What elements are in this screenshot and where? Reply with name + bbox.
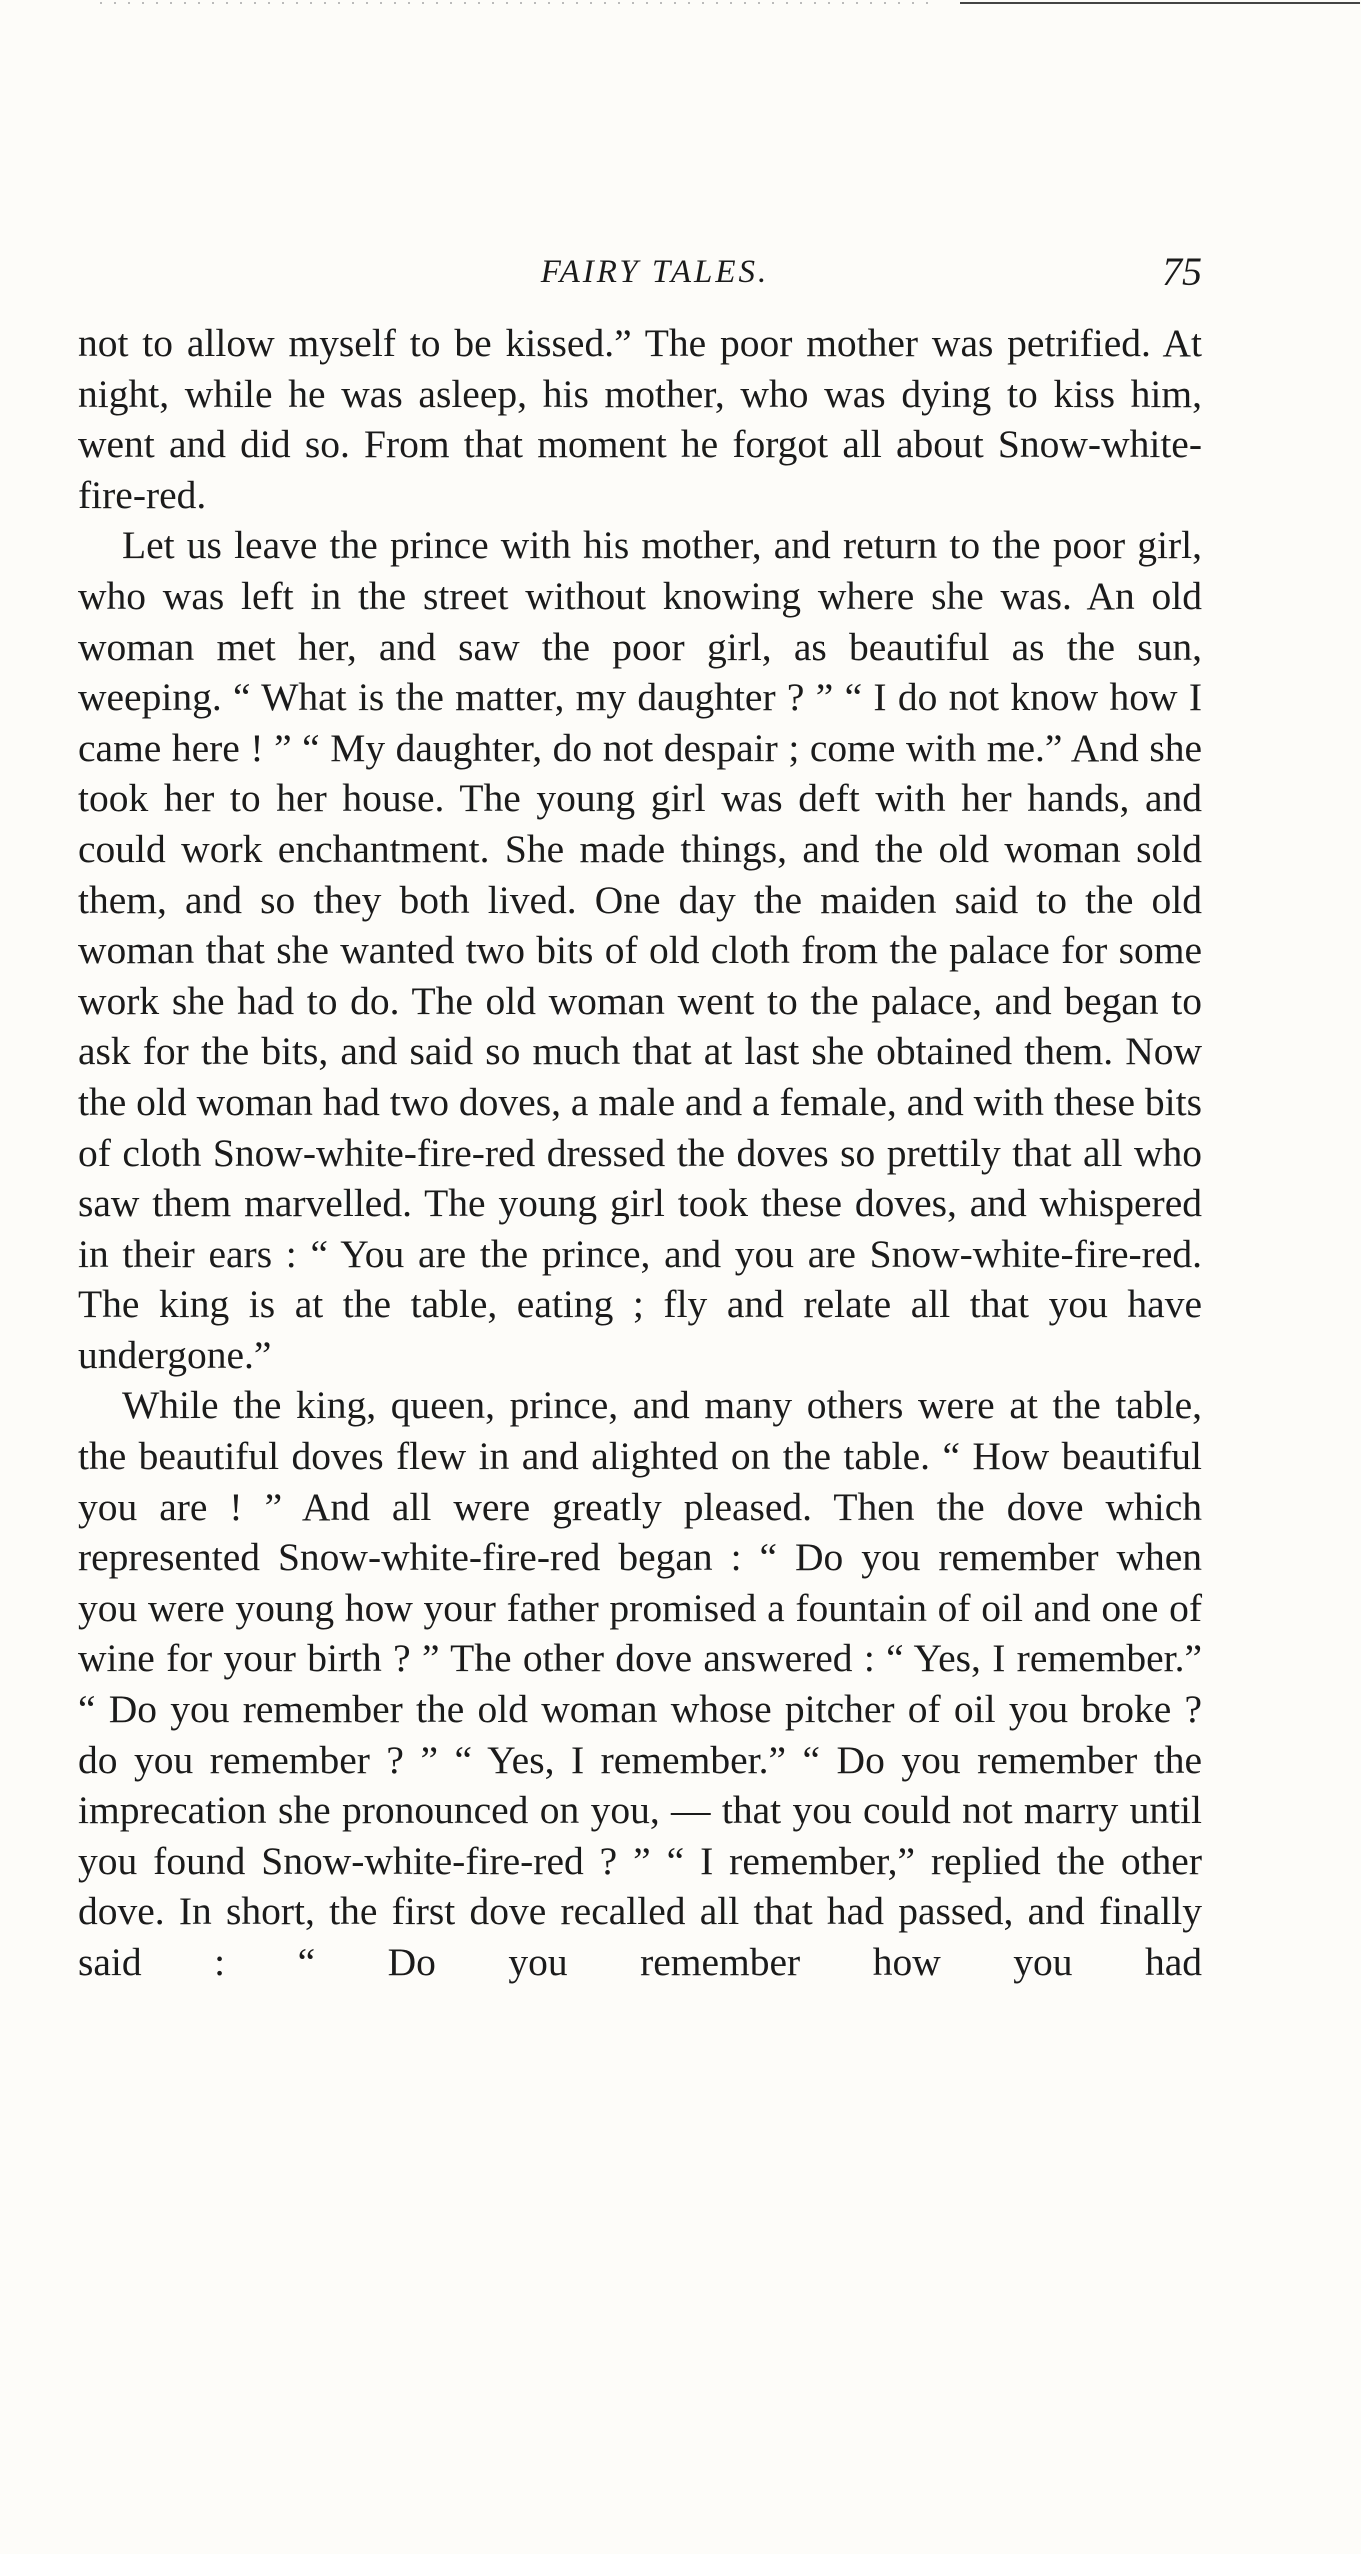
page-number: 75 (1162, 249, 1202, 294)
paragraph-3: While the king, queen, prince, and many others were at the table, the beautiful doves flew in and alighted on the table. “ How beautiful you are ! ” And all were greatly pleased. Then the dove which represented Snow-white-fire-red began : “ Do you remember when you were young how your father promised a fountain of oil and one of wine for your birth ? ” The other dove answered : “ Yes, I remember.” “ Do you remember the old woman whose pitcher of oil you broke ? do you remember ? ” “ Yes, I remember.” “ Do you remember the imprecation she pronounced on you, — that you could not marry until you found Snow-white-fire-red ? ” “ I remember,” replied the other dove. In short, the first dove recalled all that had passed, and finally said : “ Do you remember how you had (78, 1383, 1202, 1984)
page-header (78, 248, 1202, 308)
page-body (78, 318, 1202, 1988)
scan-edge-rule (960, 2, 1360, 4)
scan-edge-marks (100, 2, 940, 4)
running-title: FAIRY TALES. (540, 254, 770, 290)
paragraph-1: not to allow myself to be kissed.” The poor mother was petrified. At night, while he was asleep, his mother, who was dying to kiss him, went and did so. From that moment he forgot all about Snow-white-fire-red. (78, 321, 1202, 517)
paragraph-2: Let us leave the prince with his mother, and return to the poor girl, who was left in the street without knowing where she was. An old woman met her, and saw the poor girl, as beautiful as the sun, weeping. “ What is the matter, my daughter ? ” “ I do not know how I came here ! ” “ My daughter, do not despair ; come with me.” And she took her to her house. The young girl was deft with her hands, and could work enchantment. She made things, and the old woman sold them, and so they both lived. One day the maiden said to the old woman that she wanted two bits of old cloth from the palace for some work she had to do. The old woman went to the palace, and began to ask for the bits, and said so much that at last she obtained them. Now the old woman had two doves, a male and a female, and with these bits of cloth Snow-white-fire-red dressed the doves so prettily that all who saw them marvelled. The young girl took these doves, and whispered in their ears : “ You are the prince, and you are Snow-white-fire-red. The king is at the table, eating ; fly and relate all that you have undergone.” (78, 523, 1202, 1377)
